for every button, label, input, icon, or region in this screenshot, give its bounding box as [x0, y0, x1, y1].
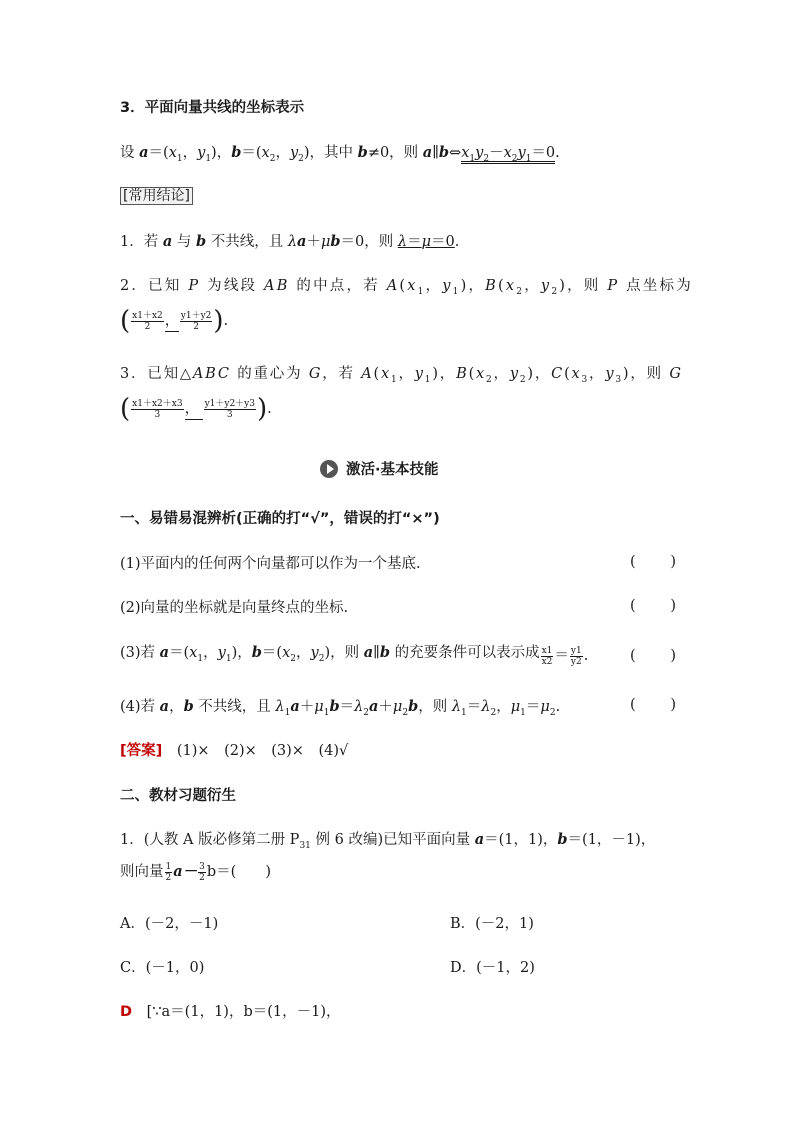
question-1: (1)平面内的任何两个向量都可以作为一个基底.: [120, 556, 421, 572]
activate-skills-title: 激活·基本技能: [346, 462, 439, 478]
midpoint-y-fraction: $\frac{y1+y2}{2}$: [180, 310, 212, 332]
part-2-title: 二、教材习题衍生: [120, 788, 236, 804]
solution-text: [∵a＝(1，1)，b＝(1，－1)，: [146, 1004, 341, 1020]
collinear-condition: $x_1y_2-x_2y_1=0$: [461, 145, 556, 164]
paren-close: ): [670, 697, 676, 713]
part-1-title: 一、易错易混辨析(正确的打“√”，错误的打“×”): [120, 511, 440, 527]
paren-close: ): [670, 598, 676, 614]
answer-paren-2[interactable]: [630, 598, 676, 614]
answer-paren-4[interactable]: [630, 697, 676, 713]
q3-y-fraction: $\frac{y1}{y2}$: [570, 645, 582, 667]
q3-x-fraction: $\frac{x1}{x2}$: [541, 645, 553, 667]
conclusion-3: 3．已知△ABC 的重心为 G，若 $A(x_1$，$y_1$)，$B(x_2$，$y_2$)，$C(x_3$，$y_3$)，则 G: [120, 366, 683, 385]
collinear-definition: 设 $a=(x_1$，$y_1$)，$b=(x_2$，$y_2$)，其中 b≠0，则 $a\parallel b\Leftrightarrow x_1y_2-x_2y_1=0$.: [120, 144, 560, 164]
exercise-1-line-2: 则向量 $\frac{1}{2}$ a－ $\frac{3}{2}$ b＝( ): [120, 861, 271, 883]
midpoint-formula: ( $\frac{x1+x2}{2}$ ， $\frac{y1+y2}{2}$ ) .: [120, 306, 229, 336]
question-2: (2)向量的坐标就是向量终点的坐标.: [120, 600, 349, 616]
question-4: (4)若 a，b 不共线，且 $\lambda_1a+\mu_1b=\lambda_2a+\mu_2b$，则 $\lambda_1=\lambda_2$，$\mu_1=\mu_2$.: [120, 698, 561, 718]
answer-tag: [答案]: [120, 743, 163, 759]
solution-letter: D: [120, 1004, 133, 1020]
play-icon: [320, 460, 338, 478]
answer-text: (1)× (2)× (3)× (4)√: [176, 743, 349, 759]
ex1-three-halves-fraction: $\frac{3}{2}$: [199, 861, 205, 883]
paren-open: (: [630, 648, 636, 664]
exercise-1-line-1: 1．(人教 A 版必修第二册 $P_{31}$ 例 6 改编)已知平面向量 a＝(1，1)，b＝(1，－1)，: [120, 831, 656, 851]
midpoint-x-fraction: $\frac{x1+x2}{2}$: [132, 310, 163, 332]
activate-skills-header: [320, 458, 439, 479]
paren-close: ): [670, 648, 676, 664]
paren-open: (: [630, 554, 636, 570]
common-conclusions-tag: [常用结论]: [120, 186, 193, 206]
solution-line: [120, 1002, 341, 1022]
ex1-half-fraction: $\frac{1}{2}$: [165, 861, 172, 883]
option-a[interactable]: A．(－2，－1): [120, 916, 219, 932]
paren-open: (: [630, 697, 636, 713]
section-3-title: 3．平面向量共线的坐标表示: [120, 100, 305, 116]
option-d[interactable]: D．(－1，2): [450, 960, 535, 976]
paren-open: (: [630, 598, 636, 614]
conclusion-1: 1．若 a 与 b 不共线，且 λa＋μb＝0，则 λ＝μ＝0.: [120, 233, 460, 250]
question-3: (3)若 $a=(x_1$，$y_1$)，$b=(x_2$，$y_2$)，则 a∥b 的充要条件可以表示成 $\frac{x1}{x2}$ ＝ $\frac{y1}{y2}$ .: [120, 644, 589, 667]
centroid-x-fraction: $\frac{x1+x2+x3}{3}$: [132, 398, 183, 420]
answer-line: [120, 741, 348, 761]
option-b[interactable]: B．(－2，1): [450, 916, 534, 932]
conclusion-2: 2．已知 P 为线段 AB 的中点，若 $A(x_1$，$y_1$)，$B(x_2$，$y_2$)，则 P 点坐标为: [120, 278, 693, 297]
centroid-formula: ( $\frac{x1+x2+x3}{3}$ ， $\frac{y1+y2+y3}{3}$ ) .: [120, 394, 272, 424]
option-c[interactable]: C．(－1，0): [120, 960, 205, 976]
centroid-y-fraction: $\frac{y1+y2+y3}{3}$: [204, 398, 255, 420]
answer-paren-1[interactable]: [630, 554, 676, 570]
paren-close: ): [670, 554, 676, 570]
answer-paren-3[interactable]: [630, 648, 676, 664]
